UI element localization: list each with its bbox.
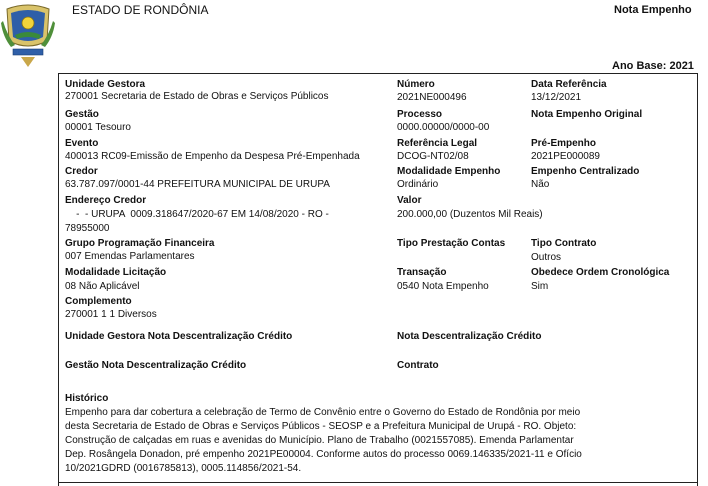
ano-base: Ano Base: 2021 [612, 60, 694, 72]
historico-line-1: Empenho para dar cobertura a celebração de Termo de Convênio entre o Governo do Estado de Rondônia por meio [65, 407, 581, 418]
empenho-centralizado-label: Empenho Centralizado [531, 166, 640, 177]
endereco-credor-line2: 78955000 [65, 223, 110, 234]
historico-line-2: desta Secretaria de Estado de Obras e Serviços Públicos - SEOSP e a Prefeitura Municipal de Urupá - RO. Objeto: [65, 421, 577, 432]
tipo-contrato-label: Tipo Contrato [531, 238, 597, 249]
frame-bottom-line [58, 482, 698, 483]
pre-empenho-label: Pré-Empenho [531, 138, 597, 149]
nota-empenho-original-label: Nota Empenho Original [531, 109, 643, 120]
modalidade-licitacao-label: Modalidade Licitação [65, 267, 167, 278]
valor-value: 200.000,00 (Duzentos Mil Reais) [397, 209, 543, 220]
nota-descentralizacao-label: Nota Descentralização Crédito [397, 331, 542, 342]
complemento-label: Complemento [65, 296, 132, 307]
referencia-legal-label: Referência Legal [397, 138, 478, 149]
modalidade-empenho-label: Modalidade Empenho [397, 166, 501, 177]
processo-value: 0000.00000/0000-00 [397, 122, 490, 133]
pre-empenho-value: 2021PE000089 [531, 151, 600, 162]
data-referencia-label: Data Referência [531, 79, 607, 90]
frame-left-border [58, 73, 59, 486]
historico-line-5: 10/2021GDRD (0016785813), 0005.114856/2021-54. [65, 463, 302, 474]
endereco-credor-label: Endereço Credor [65, 195, 147, 206]
frame-top-border [58, 73, 698, 74]
historico-line-3: Construção de calçadas em ruas e avenidas do Município. Plano de Trabalho (0021557085). Emenda Parlamentar [65, 435, 574, 446]
obedece-ordem-value: Sim [531, 281, 549, 292]
endereco-credor-line1: - - URUPA 0009.318647/2020-67 EM 14/08/2020 - RO - [65, 209, 329, 220]
historico-line-4: Dep. Rosângela Donadon, pré empenho 2021PE00004. Conforme autos do processo 0069.146335/2021-11 e Ofício [65, 449, 582, 460]
state-coat-of-arms [1, 1, 55, 69]
unidade-gestora-label: Unidade Gestora [65, 79, 146, 90]
credor-label: Credor [65, 166, 98, 177]
credor-value: 63.787.097/0001-44 PREFEITURA MUNICIPAL DE URUPA [65, 179, 330, 190]
transacao-label: Transação [397, 267, 447, 278]
referencia-legal-value: DCOG-NT02/08 [397, 151, 469, 162]
gestao-value: 00001 Tesouro [65, 122, 131, 133]
transacao-value: 0540 Nota Empenho [397, 281, 489, 292]
gestao-label: Gestão [65, 109, 99, 120]
coat-of-arms-icon [1, 5, 55, 67]
grupo-programacao-label: Grupo Programação Financeira [65, 238, 215, 249]
obedece-ordem-label: Obedece Ordem Cronológica [531, 267, 670, 278]
processo-label: Processo [397, 109, 443, 120]
document-title: Nota Empenho [614, 4, 692, 16]
evento-label: Evento [65, 138, 99, 149]
evento-value: 400013 RC09-Emissão de Empenho da Despesa Pré-Empenhada [65, 151, 360, 162]
valor-label: Valor [397, 195, 422, 206]
frame-right-border [697, 73, 698, 486]
historico-label: Histórico [65, 393, 109, 404]
modalidade-licitacao-value: 08 Não Aplicável [65, 281, 140, 292]
ug-nota-descentralizacao-label: Unidade Gestora Nota Descentralização Crédito [65, 331, 293, 342]
grupo-programacao-value: 007 Emendas Parlamentares [65, 251, 195, 262]
empenho-centralizado-value: Não [531, 179, 550, 190]
data-referencia-value: 13/12/2021 [531, 92, 582, 103]
numero-label: Número [397, 79, 435, 90]
modalidade-empenho-value: Ordinário [397, 179, 439, 190]
state-title: ESTADO DE RONDÔNIA [72, 3, 209, 17]
unidade-gestora-value: 270001 Secretaria de Estado de Obras e Serviços Públicos [65, 91, 329, 102]
complemento-value: 270001 1 1 Diversos [65, 309, 157, 320]
gestao-nota-descentralizacao-label: Gestão Nota Descentralização Crédito [65, 360, 247, 371]
numero-value: 2021NE000496 [397, 92, 467, 103]
tipo-contrato-value: Outros [531, 252, 562, 263]
tipo-prestacao-contas-label: Tipo Prestação Contas [397, 238, 506, 249]
contrato-label: Contrato [397, 360, 439, 371]
